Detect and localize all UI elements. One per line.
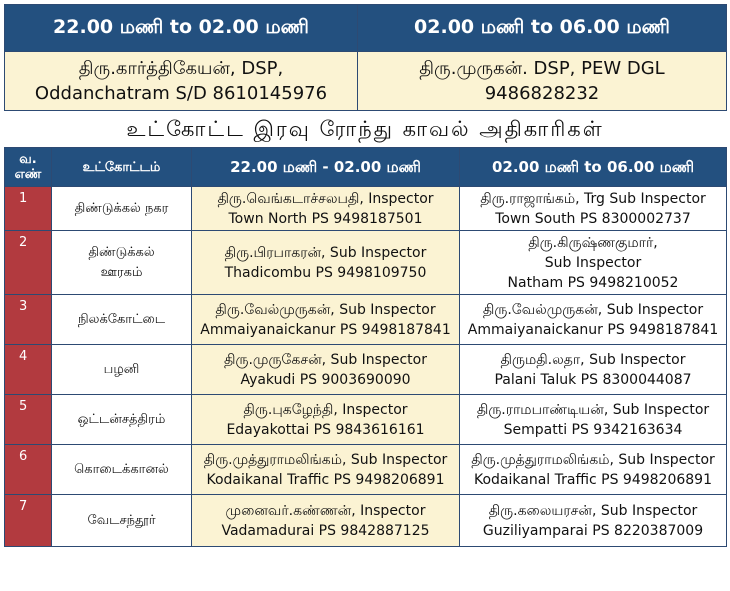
cell-line: திரு.ராமபாண்டியன், Sub Inspector [476, 401, 710, 418]
subdivision-cell [52, 231, 192, 295]
cell-line: Thadicombu PS 9498109750 [224, 264, 427, 281]
cell-line: Guziliyamparai PS 8220387009 [482, 522, 704, 539]
slot2-officer-cell [460, 345, 727, 395]
cell-line: ஒட்டன்சத்திரம் [77, 411, 166, 427]
slot1-officer-cell [192, 395, 460, 445]
cell-line: Sempatti PS 9342163634 [503, 421, 683, 438]
cell-line: Kodaikanal Traffic PS 9498206891 [474, 471, 712, 488]
shift1-header: 22.00 மணி to 02.00 மணி [5, 5, 358, 52]
slot1-officer-cell [192, 495, 460, 547]
cell-line: Ammaiyanaickanur PS 9498187841 [467, 321, 719, 338]
table-row [5, 187, 727, 231]
row-number: 5 [5, 395, 52, 445]
row-number: 2 [5, 231, 52, 295]
cell-line: ஊரகம் [100, 264, 143, 280]
cell-line: Kodaikanal Traffic PS 9498206891 [206, 471, 445, 488]
cell-line: திரு.பிரபாகரன், Sub Inspector [224, 244, 427, 261]
slot2-officer-cell [460, 395, 727, 445]
cell-line: Ammaiyanaickanur PS 9498187841 [200, 321, 451, 338]
table-row [5, 445, 727, 495]
cell-line: Palani Taluk PS 8300044087 [494, 371, 692, 388]
subdivision-cell [52, 187, 192, 231]
cell-line: திரு.வெங்கடாச்சலபதி, Inspector [217, 190, 434, 207]
cell-line: Vadamadurai PS 9842887125 [221, 522, 430, 539]
slot2-officer-cell [460, 295, 727, 345]
table-row [5, 231, 727, 295]
table-row [5, 295, 727, 345]
cell-line: வேடசந்தூர் [87, 512, 156, 528]
slot2-officer-cell [460, 495, 727, 547]
cell-line: நிலக்கோட்டை [77, 311, 166, 327]
slot1-officer-cell [192, 345, 460, 395]
col-header-subdivision: உட்கோட்டம் [52, 148, 192, 187]
cell-line: Ayakudi PS 9003690090 [240, 371, 411, 388]
cell-line: திரு.புகழேந்தி, Inspector [243, 401, 408, 418]
slot1-officer-cell [192, 231, 460, 295]
col-header-num: வ. எண் [5, 148, 52, 187]
cell-line: Edayakottai PS 9843616161 [226, 421, 425, 438]
subdivision-cell [52, 345, 192, 395]
cell-line: திரு.கலையரசன், Sub Inspector [488, 502, 698, 519]
slot1-officer-cell [192, 295, 460, 345]
table-row [5, 495, 727, 547]
subdivision-officers-table [4, 147, 727, 547]
table-row [5, 395, 727, 445]
row-number: 3 [5, 295, 52, 345]
slot1-officer-cell [192, 187, 460, 231]
shift2-officer: திரு.முருகன். DSP, PEW DGL 9486828232 [358, 52, 727, 111]
shift2-header: 02.00 மணி to 06.00 மணி [358, 5, 727, 52]
slot2-officer-cell [460, 187, 727, 231]
shift-dsp-table [4, 4, 727, 111]
cell-line: Town South PS 8300002737 [495, 210, 691, 227]
cell-line: Natham PS 9498210052 [507, 274, 679, 291]
cell-line: Sub Inspector [544, 254, 642, 271]
cell-line: திரு.முருகேசன், Sub Inspector [224, 351, 427, 368]
table-row [5, 345, 727, 395]
slot2-officer-cell [460, 445, 727, 495]
slot2-officer-cell [460, 231, 727, 295]
cell-line: திரு.கிருஷ்ணகுமார், [528, 234, 658, 251]
subdivision-cell [52, 445, 192, 495]
cell-line: திண்டுக்கல் நகர [74, 200, 169, 216]
subdivision-cell [52, 295, 192, 345]
row-number: 6 [5, 445, 52, 495]
cell-line: கொடைக்கானல் [74, 461, 169, 477]
cell-line: திண்டுக்கல் [88, 244, 155, 260]
col-header-slot1: 22.00 மணி - 02.00 மணி [192, 148, 460, 187]
shift1-officer: திரு.கார்த்திகேயன், DSP, Oddanchatram S/D 8610145976 [5, 52, 358, 111]
cell-line: திரு.வேல்முருகன், Sub Inspector [215, 301, 436, 318]
row-number: 1 [5, 187, 52, 231]
cell-line: திரு.வேல்முருகன், Sub Inspector [482, 301, 704, 318]
row-number: 7 [5, 495, 52, 547]
cell-line: Town North PS 9498187501 [228, 210, 423, 227]
row-number: 4 [5, 345, 52, 395]
cell-line: திரு.ராஜாங்கம், Trg Sub Inspector [480, 190, 706, 207]
cell-line: முனைவர்.கண்ணன், Inspector [225, 502, 426, 519]
subdivision-cell [52, 495, 192, 547]
col-header-slot2: 02.00 மணி to 06.00 மணி [460, 148, 727, 187]
subdivision-cell [52, 395, 192, 445]
slot1-officer-cell [192, 445, 460, 495]
cell-line: திரு.முத்துராமலிங்கம், Sub Inspector [471, 451, 715, 468]
cell-line: திரு.முத்துராமலிங்கம், Sub Inspector [203, 451, 448, 468]
cell-line: திருமதி.லதா, Sub Inspector [500, 351, 686, 368]
document [4, 4, 726, 547]
cell-line: பழனி [103, 361, 140, 377]
page-subtitle: உட்கோட்ட இரவு ரோந்து காவல் அதிகாரிகள் [126, 117, 604, 141]
